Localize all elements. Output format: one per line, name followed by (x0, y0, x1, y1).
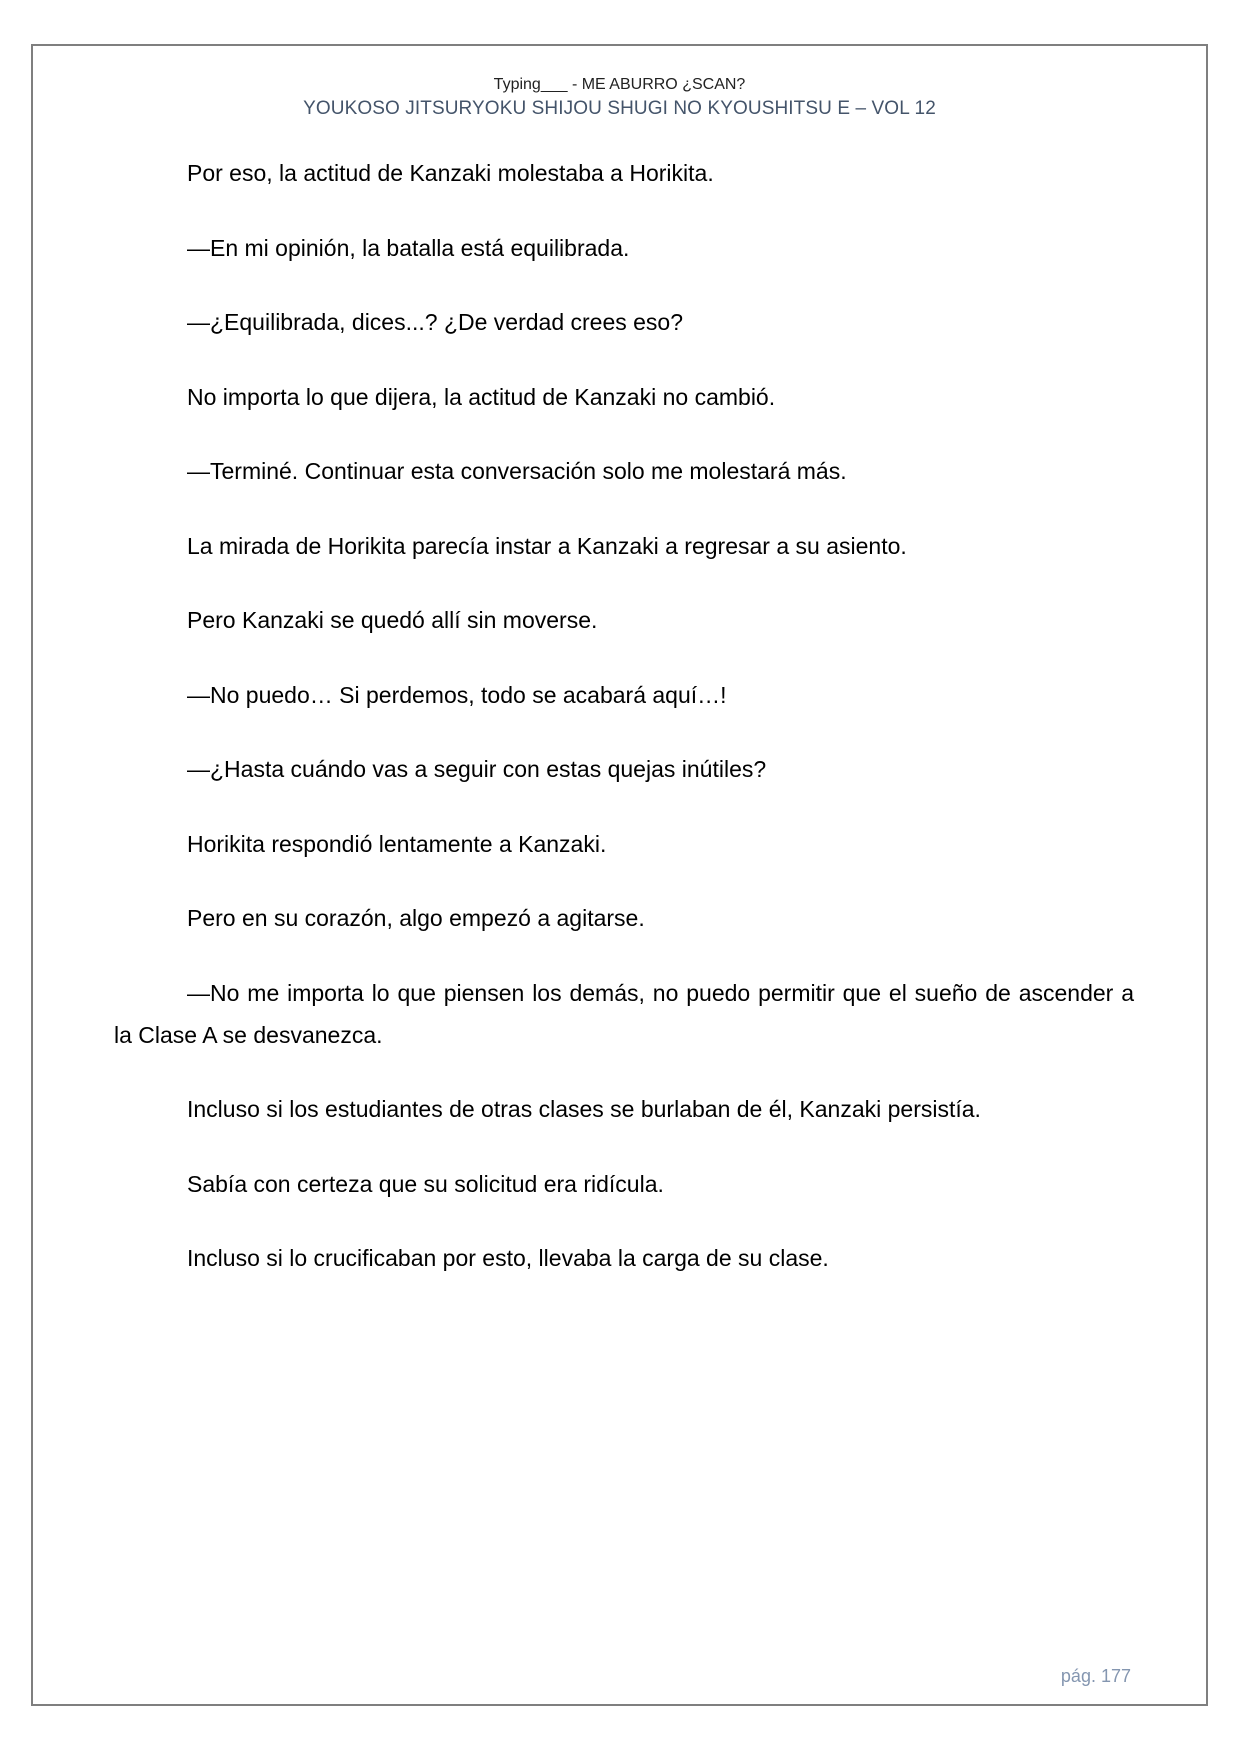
header-series-title: YOUKOSO JITSURYOKU SHIJOU SHUGI NO KYOUSHITSU E – VOL 12 (303, 98, 936, 119)
body-text (114, 152, 1134, 1312)
paragraph: —Terminé. Continuar esta conversación solo me molestará más. (187, 458, 847, 484)
paragraph: No importa lo que dijera, la actitud de Kanzaki no cambió. (187, 383, 776, 410)
paragraph: Incluso si los estudiantes de otras clases se burlaban de él, Kanzaki persistía. (187, 1096, 981, 1122)
paragraph: —¿Equilibrada, dices...? ¿De verdad crees eso? (187, 309, 684, 335)
paragraph: Pero Kanzaki se quedó allí sin moverse. (187, 607, 598, 633)
paragraph: Sabía con certeza que su solicitud era ridícula. (187, 1170, 664, 1197)
paragraph: Por eso, la actitud de Kanzaki molestaba a Horikita. (187, 160, 714, 186)
paragraph: —¿Hasta cuándo vas a seguir con estas quejas inútiles? (187, 756, 767, 782)
header-credit: Typing___ - ME ABURRO ¿SCAN? (493, 76, 746, 93)
paragraph: —No me importa lo que piensen los demás, no puedo permitir que el sueño de ascender a la Clase A se desvanezca. (114, 979, 1134, 1048)
paragraph: Incluso si lo crucificaban por esto, llevaba la carga de su clase. (187, 1245, 829, 1271)
paragraph: —No puedo… Si perdemos, todo se acabará aquí…! (187, 681, 727, 708)
page-header (31, 74, 1208, 122)
paragraph: Horikita respondió lentamente a Kanzaki. (187, 830, 607, 857)
paragraph: Pero en su corazón, algo empezó a agitarse. (187, 905, 645, 931)
paragraph: —En mi opinión, la batalla está equilibrada. (187, 234, 630, 261)
page-number: pág. 177 (1060, 1666, 1131, 1686)
paragraph: La mirada de Horikita parecía instar a Kanzaki a regresar a su asiento. (187, 532, 907, 559)
